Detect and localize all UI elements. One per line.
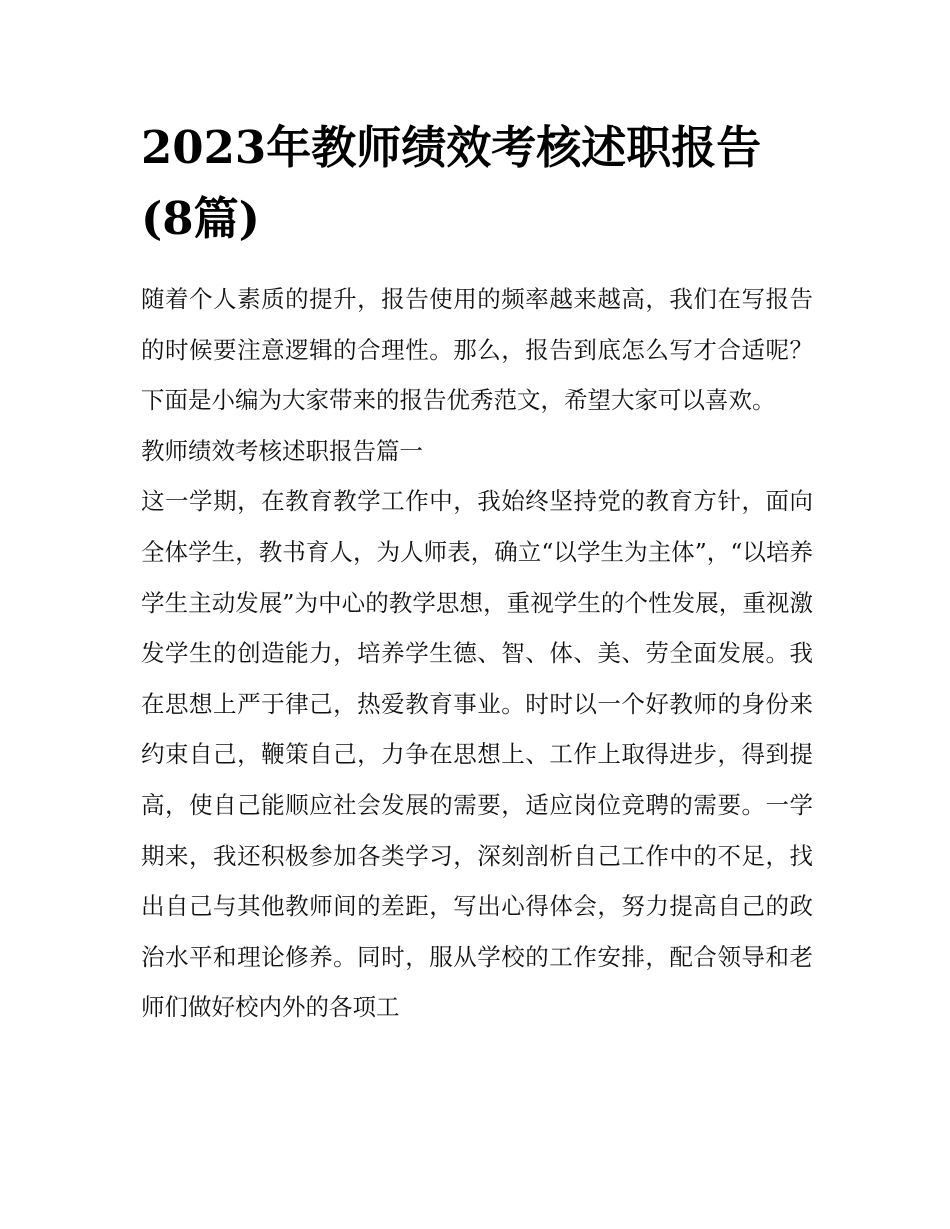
section-heading: 教师绩效考核述职报告篇一 [141,436,423,465]
document-title: 2023年教师绩效考核述职报告(8篇) [141,121,762,245]
document-content [141,112,813,1033]
section-body-paragraph: 这一学期，在教育教学工作中，我始终坚持党的教育方针，面向全体学生，教书育人，为人师表，确立“以学生为主体”，“以培养学生主动发展”为中心的教学思想，重视学生的个性发展，重视激发学生的创造能力，培养学生德、智、体、美、劳全面发展。我在思想上严于律己，热爱教育事业。时时以一个好教师的身份来约束自己，鞭策自己，力争在思想上、工作上取得进步，得到提高，使自己能顺应社会发展的需要，适应岗位竞聘的需要。一学期来，我还积极参加各类学习，深刻剖析自己工作中的不足，找出自己与其他教师间的差距，写出心得体会，努力提高自己的政治水平和理论修养。同时，服从学校的工作安排，配合领导和老师们做好校内外的各项工 [141,487,813,1022]
intro-paragraph: 随着个人素质的提升，报告使用的频率越来越高，我们在写报告的时候要注意逻辑的合理性。那么，报告到底怎么写才合适呢？下面是小编为大家带来的报告优秀范文，希望大家可以喜欢。 [141,285,813,415]
